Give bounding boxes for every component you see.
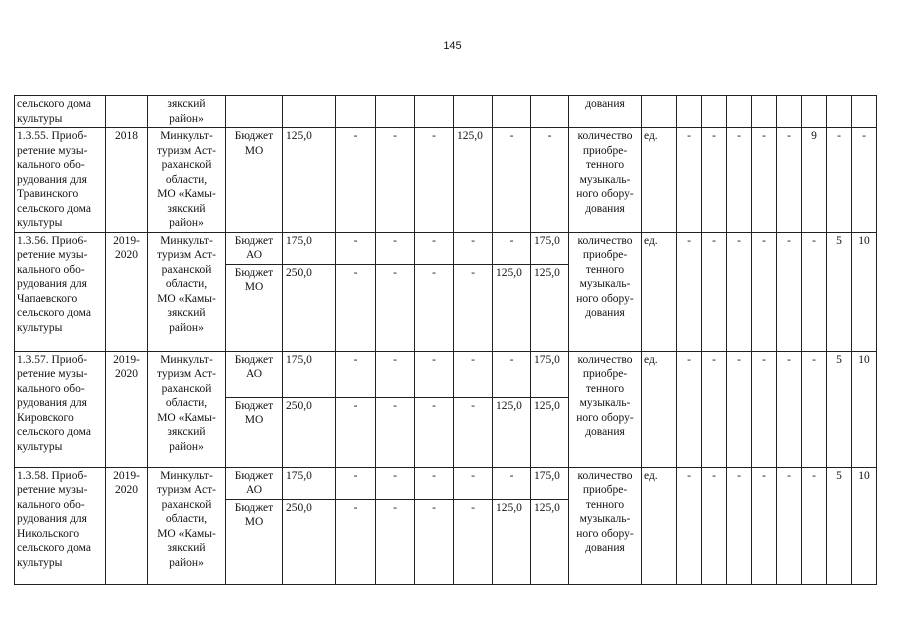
cell-value: - — [493, 467, 531, 499]
cell-target: 5 — [827, 467, 852, 584]
cell-executor: Минкульт- туризм Аст- раханской области, МО «Камы- зякский район» — [148, 467, 226, 584]
cell-value: - — [531, 128, 569, 233]
cell-value: 175,0 — [531, 467, 569, 499]
cell-value: - — [336, 467, 376, 499]
cell-indicator: количество приобре- тенного музыкаль- ного обору- дования — [569, 467, 642, 584]
cell-value: - — [454, 499, 493, 584]
cell-value: - — [336, 232, 376, 264]
cell-value: 125,0 — [531, 397, 569, 467]
cell-target: - — [677, 232, 702, 351]
cell-funding-source: Бюджет АО — [226, 232, 283, 264]
cell-value: - — [415, 232, 454, 264]
cell-value: - — [376, 232, 415, 264]
table-row — [15, 232, 877, 264]
cell-target: - — [702, 467, 727, 584]
cell-years: 2019- 2020 — [106, 467, 148, 584]
cell-value: - — [493, 128, 531, 233]
cell-target: - — [727, 128, 752, 233]
table-row — [15, 467, 877, 499]
cell-value: - — [415, 467, 454, 499]
cell-target: - — [677, 467, 702, 584]
table-row — [15, 128, 877, 233]
cell-value: - — [454, 232, 493, 264]
cell-value: - — [376, 128, 415, 233]
cell-target: - — [802, 351, 827, 467]
cell-value: - — [336, 499, 376, 584]
cell-value: - — [415, 351, 454, 397]
cell-name: 1.3.56. Прио6- ретение музы- кального обо- рудования для Чапаевского сельского дома культуры — [15, 232, 106, 351]
table-row — [15, 96, 877, 128]
cell-name: 1.3.55. Приоб- ретение музы- кального обо- рудования для Травинского сельского дома культуры — [15, 128, 106, 233]
cell-target: - — [802, 467, 827, 584]
cell-total: 175,0 — [283, 232, 336, 264]
cell-target: - — [677, 351, 702, 467]
cell-funding-source: Бюджет АО — [226, 351, 283, 397]
cell-value: - — [454, 467, 493, 499]
cell-funding-source: Бюджет МО — [226, 499, 283, 584]
cell-value: 175,0 — [531, 232, 569, 264]
cell-funding-source: Бюджет АО — [226, 467, 283, 499]
cell-value: - — [415, 264, 454, 351]
cell-value: 125,0 — [531, 499, 569, 584]
cell-years: 2019- 2020 — [106, 232, 148, 351]
cell-name: 1.3.58. Приоб- ретение музы- кального обо- рудования для Никольского сельского дома культуры — [15, 467, 106, 584]
cell-target: - — [752, 467, 777, 584]
cell-value: 125,0 — [493, 264, 531, 351]
cell-value: - — [336, 264, 376, 351]
cell-value: - — [336, 351, 376, 397]
cell-executor: Минкульт- туризм Аст- раханской области, МО «Камы- зякский район» — [148, 232, 226, 351]
cell-executor: Минкульт- туризм Аст- раханской области, МО «Камы- зякский район» — [148, 128, 226, 233]
cell-target: - — [777, 128, 802, 233]
cell-total: 250,0 — [283, 499, 336, 584]
cell-years: 2019- 2020 — [106, 351, 148, 467]
cell-value: - — [415, 397, 454, 467]
cell-indicator: количество приобре- тенного музыкаль- ного обору- дования — [569, 232, 642, 351]
cell-funding-source: Бюджет МО — [226, 128, 283, 233]
cell-total: 125,0 — [283, 128, 336, 233]
cell-target: - — [777, 351, 802, 467]
table-row — [15, 351, 877, 397]
cell-value: - — [376, 351, 415, 397]
program-activities-table — [14, 95, 877, 585]
cell-indicator: количество приобре- тенного музыкаль- ного обору- дования — [569, 351, 642, 467]
cell-target: 10 — [852, 467, 877, 584]
cell-target: - — [752, 351, 777, 467]
cell-funding-source: Бюджет МО — [226, 397, 283, 467]
cell-target: - — [702, 351, 727, 467]
cell-executor: зякский район» — [148, 96, 226, 128]
cell-name: сельского дома культуры — [15, 96, 106, 128]
cell-name: 1.3.57. Приоб- ретение музы- кального обо- рудования для Кировского сельского дома культуры — [15, 351, 106, 467]
cell-target: - — [802, 232, 827, 351]
cell-value: - — [415, 499, 454, 584]
cell-target: - — [727, 351, 752, 467]
cell-unit: ед. — [642, 351, 677, 467]
cell-target: 5 — [827, 351, 852, 467]
cell-value: 125,0 — [454, 128, 493, 233]
cell-target: - — [827, 128, 852, 233]
cell-target: 9 — [802, 128, 827, 233]
cell-years: 2018 — [106, 128, 148, 233]
cell-value: - — [454, 397, 493, 467]
cell-target: - — [752, 232, 777, 351]
cell-value: 125,0 — [531, 264, 569, 351]
cell-total: 175,0 — [283, 351, 336, 397]
cell-total: 250,0 — [283, 397, 336, 467]
cell-target: - — [702, 232, 727, 351]
cell-value: - — [336, 128, 376, 233]
cell-target: 5 — [827, 232, 852, 351]
cell-value: - — [376, 467, 415, 499]
cell-target: - — [677, 128, 702, 233]
cell-target: - — [727, 467, 752, 584]
cell-value: - — [493, 351, 531, 397]
cell-value: - — [454, 264, 493, 351]
cell-executor: Минкульт- туризм Аст- раханской области, МО «Камы- зякский район» — [148, 351, 226, 467]
cell-target: 10 — [852, 232, 877, 351]
cell-target: 10 — [852, 351, 877, 467]
cell-funding-source: Бюджет МО — [226, 264, 283, 351]
cell-value: 125,0 — [493, 499, 531, 584]
cell-unit: ед. — [642, 232, 677, 351]
cell-value: 125,0 — [493, 397, 531, 467]
cell-indicator: количество приобре- тенного музыкаль- ного обору- дования — [569, 128, 642, 233]
cell-unit: ед. — [642, 128, 677, 233]
cell-value: - — [454, 351, 493, 397]
cell-total: 175,0 — [283, 467, 336, 499]
cell-value: - — [415, 128, 454, 233]
cell-value: - — [376, 499, 415, 584]
cell-indicator: дования — [569, 96, 642, 128]
cell-value: - — [376, 397, 415, 467]
cell-unit: ед. — [642, 467, 677, 584]
cell-value: - — [336, 397, 376, 467]
cell-value: - — [493, 232, 531, 264]
cell-total: 250,0 — [283, 264, 336, 351]
cell-target: - — [727, 232, 752, 351]
cell-target: - — [702, 128, 727, 233]
cell-value: 175,0 — [531, 351, 569, 397]
cell-target: - — [777, 232, 802, 351]
cell-value: - — [376, 264, 415, 351]
cell-target: - — [852, 128, 877, 233]
cell-target: - — [777, 467, 802, 584]
page-number: 145 — [443, 40, 462, 52]
cell-target: - — [752, 128, 777, 233]
